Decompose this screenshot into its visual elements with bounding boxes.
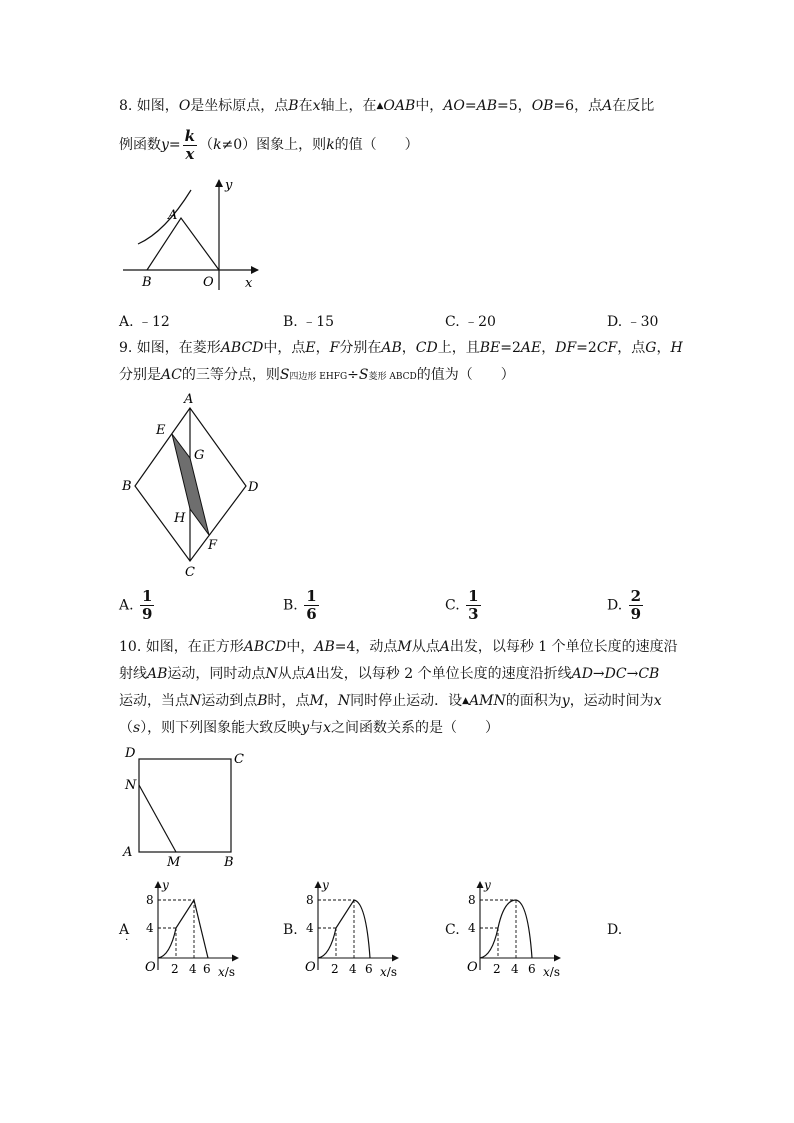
graph-curve <box>318 900 370 958</box>
q9-option-a[interactable]: A. $\frac{1}{9}$ <box>119 587 153 623</box>
tick-x4: 4 <box>349 962 357 976</box>
tick-x4: 4 <box>189 962 197 976</box>
q10-text-line1: 10. 如图，在正方形ABCD中，AB=4，动点M从点A出发，以每秒 1 个单位长度的速度沿 <box>119 639 678 655</box>
label-origin: O <box>145 960 156 975</box>
q9-text-line2: 分别是AC的三等分点，则S四边形 EHFG÷S菱形 ABCD的值为（ ） <box>119 367 515 383</box>
label-y: y <box>484 878 491 892</box>
label-y: y <box>322 878 329 892</box>
label-E: E <box>156 423 166 438</box>
tick-x6: 6 <box>203 962 211 976</box>
q9-option-b[interactable]: B. $\frac{1}{6}$ <box>283 587 317 623</box>
tick-8: 8 <box>146 893 154 907</box>
q8-option-c[interactable]: C. ﹣20 <box>445 314 496 330</box>
tick-4: 4 <box>306 921 314 935</box>
label-y: y <box>162 878 169 892</box>
q8-text-line2: 例函数y= $\frac{k}{x}$ （k≠0）图象上，则k的值（ ） <box>119 126 419 163</box>
q10-option-b[interactable]: B. <box>283 922 298 938</box>
q10-option-d[interactable]: D. <box>607 922 623 938</box>
q9-option-c[interactable]: C. $\frac{1}{3}$ <box>445 587 479 623</box>
label-A: A <box>184 392 194 407</box>
tick-8: 8 <box>306 893 314 907</box>
tick-4: 4 <box>468 921 476 935</box>
label-B: B <box>122 479 132 494</box>
square-abcd <box>139 759 231 852</box>
label-C: C <box>234 752 244 767</box>
q10-graph-c <box>462 876 572 981</box>
segment-nm <box>139 785 176 852</box>
label-A: A <box>168 208 178 223</box>
q10-option-a[interactable]: $A_.$ <box>119 922 136 943</box>
label-xs: x/s <box>543 965 560 979</box>
label-O: O <box>203 275 214 290</box>
q10-text-line3: 运动，当点N运动到点B时，点M，N同时停止运动．设▲AMN的面积为y，运动时间为x <box>119 693 662 709</box>
graph-curve <box>480 900 532 958</box>
q10-option-c[interactable]: C. <box>445 922 460 938</box>
q10-graph-a <box>140 876 250 981</box>
label-F: F <box>208 538 218 553</box>
tick-x2: 2 <box>171 962 179 976</box>
tick-4: 4 <box>146 921 154 935</box>
hyperbola-curve <box>138 190 191 244</box>
label-H: H <box>174 511 186 526</box>
label-D: D <box>248 480 259 495</box>
label-x: x <box>245 276 253 291</box>
label-C: C <box>185 565 195 580</box>
label-D: D <box>125 746 136 761</box>
label-N: N <box>125 778 137 793</box>
q8-text-line1: 8. 如图，O是坐标原点，点B在x轴上，在▲OAB中，AO=AB=5，OB=6，点A在反比 <box>119 98 655 114</box>
q10-text-line4: （s），则下列图象能大致反映y与x之间函数关系的是（ ） <box>119 720 500 736</box>
tick-x2: 2 <box>331 962 339 976</box>
q8-option-d[interactable]: D. ﹣30 <box>607 314 659 330</box>
q9-option-d[interactable]: D. $\frac{2}{9}$ <box>607 587 642 623</box>
q10-figure <box>115 742 255 872</box>
label-G: G <box>194 448 205 463</box>
tick-x4: 4 <box>511 962 519 976</box>
label-A: A <box>123 845 133 860</box>
q8-option-b[interactable]: B. ﹣15 <box>283 314 335 330</box>
graph-curve <box>158 900 208 958</box>
q8-figure <box>115 172 275 297</box>
label-y: y <box>225 178 233 193</box>
q9-figure <box>115 390 275 585</box>
label-M: M <box>167 855 181 870</box>
q8-option-a[interactable]: A. ﹣12 <box>119 314 170 330</box>
q9-text-line1: 9. 如图，在菱形ABCD中，点E，F分别在AB，CD上，且BE=2AE，DF=2CF，点G，H <box>119 340 683 356</box>
label-origin: O <box>467 960 478 975</box>
label-B: B <box>224 855 234 870</box>
label-xs: x/s <box>380 965 397 979</box>
q8-fraction: $\frac{k}{x}$ <box>184 126 196 163</box>
label-origin: O <box>305 960 316 975</box>
tick-x2: 2 <box>493 962 501 976</box>
label-xs: x/s <box>218 965 235 979</box>
tick-8: 8 <box>468 893 476 907</box>
label-B: B <box>142 275 152 290</box>
triangle-oab <box>147 218 219 270</box>
tick-x6: 6 <box>528 962 536 976</box>
q10-text-line2: 射线AB运动，同时动点N从点A出发，以每秒 2 个单位长度的速度沿折线AD→DC→CB <box>119 666 660 682</box>
q10-graph-b <box>300 876 410 981</box>
tick-x6: 6 <box>365 962 373 976</box>
